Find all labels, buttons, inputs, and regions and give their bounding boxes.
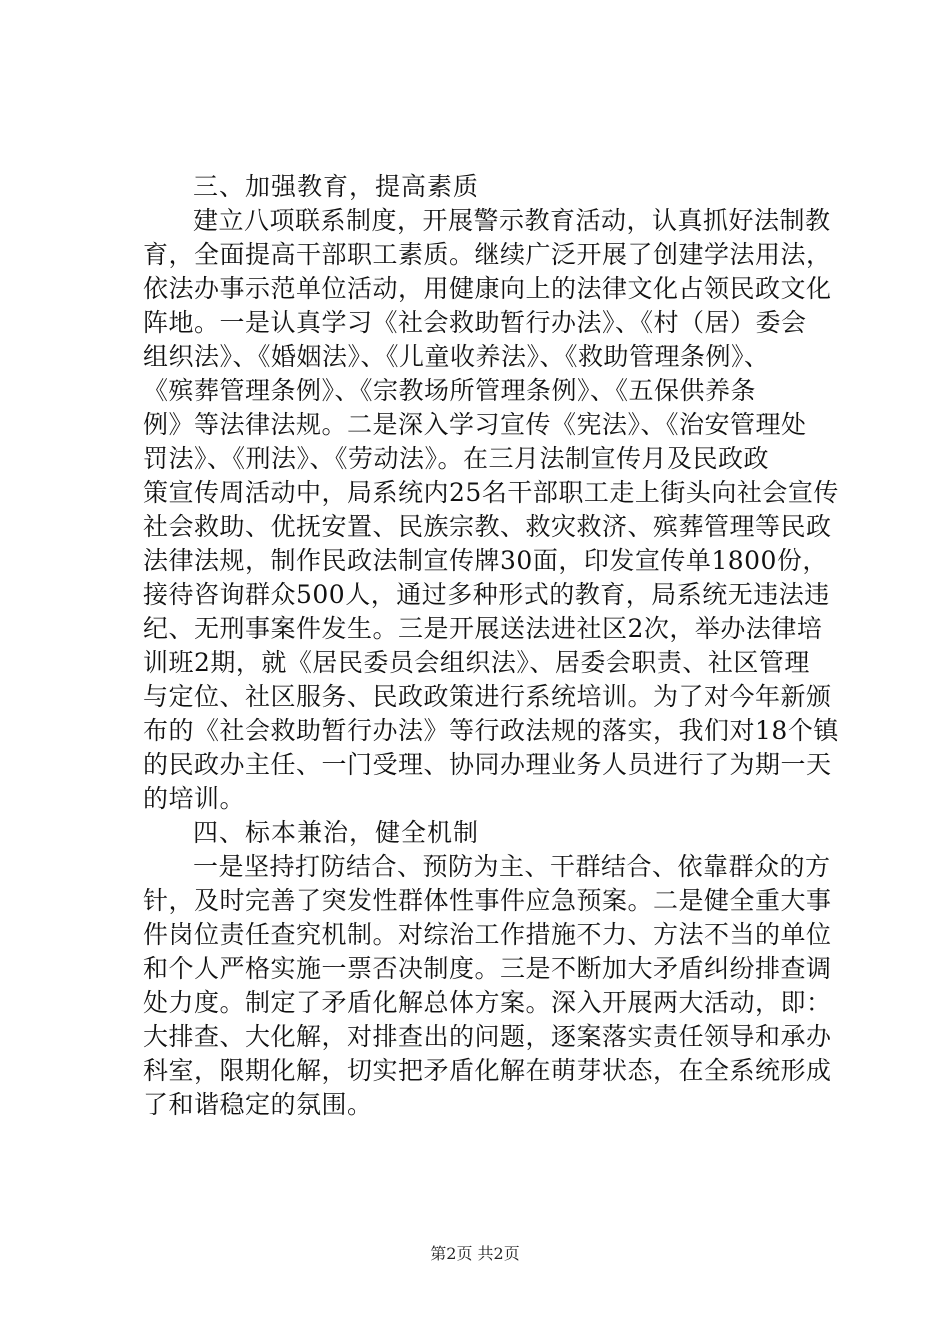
paragraph-line: 阵地。一是认真学习《社会救助暂行办法》、《村（居）委会 xyxy=(143,308,807,337)
section-paragraph-3 xyxy=(143,204,843,816)
paragraph-line: 针，及时完善了突发性群体性事件应急预案。二是健全重大事 xyxy=(143,886,832,915)
page-number-footer: 第2页 共2页 xyxy=(430,1244,520,1263)
document-body xyxy=(143,170,843,1122)
paragraph-line: 纪、无刑事案件发生。三是开展送法进社区2次，举办法律培 xyxy=(143,614,823,643)
paragraph-line: 大排查、大化解，对排查出的问题，逐案落实责任领导和承办 xyxy=(143,1022,832,1051)
paragraph-line: 处力度。制定了矛盾化解总体方案。深入开展两大活动，即： xyxy=(143,988,832,1017)
section-heading-3: 三、加强教育，提高素质 xyxy=(193,172,480,201)
paragraph-line: 《殡葬管理条例》、《宗教场所管理条例》、《五保供养条 xyxy=(143,376,757,405)
paragraph-line: 罚法》、《刑法》、《劳动法》。在三月法制宣传月及民政政 xyxy=(143,444,770,473)
section-heading-4: 四、标本兼治，健全机制 xyxy=(193,818,480,847)
paragraph-line: 的培训。 xyxy=(143,784,246,813)
paragraph-line: 组织法》、《婚姻法》、《儿童收养法》、《救助管理条例》、 xyxy=(143,342,770,371)
paragraph-line: 例》等法律法规。二是深入学习宣传《宪法》、《治安管理处 xyxy=(143,410,807,439)
paragraph-line: 接待咨询群众500人，通过多种形式的教育，局系统无违法违 xyxy=(143,580,830,609)
paragraph-line: 训班2期，就《居民委员会组织法》、居委会职责、社区管理 xyxy=(143,648,810,677)
paragraph-line: 与定位、社区服务、民政政策进行系统培训。为了对今年新颁 xyxy=(143,682,832,711)
paragraph-line: 和个人严格实施一票否决制度。三是不断加大矛盾纠纷排查调 xyxy=(143,954,832,983)
paragraph-line: 策宣传周活动中，局系统内25名干部职工走上街头向社会宣传 xyxy=(143,478,839,507)
paragraph-line: 一是坚持打防结合、预防为主、干群结合、依靠群众的方 xyxy=(193,852,831,881)
paragraph-line: 件岗位责任查究机制。对综治工作措施不力、方法不当的单位 xyxy=(143,920,832,949)
paragraph-line: 社会救助、优抚安置、民族宗教、救灾救济、殡葬管理等民政 xyxy=(143,512,832,541)
paragraph-line: 科室，限期化解，切实把矛盾化解在萌芽状态，在全系统形成 xyxy=(143,1056,832,1085)
paragraph-line: 法律法规，制作民政法制宣传牌30面，印发宣传单1800份， xyxy=(143,546,828,575)
paragraph-line: 依法办事示范单位活动，用健康向上的法律文化占领民政文化 xyxy=(143,274,832,303)
paragraph-line: 了和谐稳定的氛围。 xyxy=(143,1090,373,1119)
paragraph-line: 布的《社会救助暂行办法》等行政法规的落实，我们对18个镇 xyxy=(143,716,839,745)
paragraph-line: 建立八项联系制度，开展警示教育活动，认真抓好法制教 xyxy=(193,206,831,235)
section-paragraph-4 xyxy=(143,850,843,1122)
paragraph-line: 育，全面提高干部职工素质。继续广泛开展了创建学法用法， xyxy=(143,240,832,269)
paragraph-line: 的民政办主任、一门受理、协同办理业务人员进行了为期一天 xyxy=(143,750,832,779)
